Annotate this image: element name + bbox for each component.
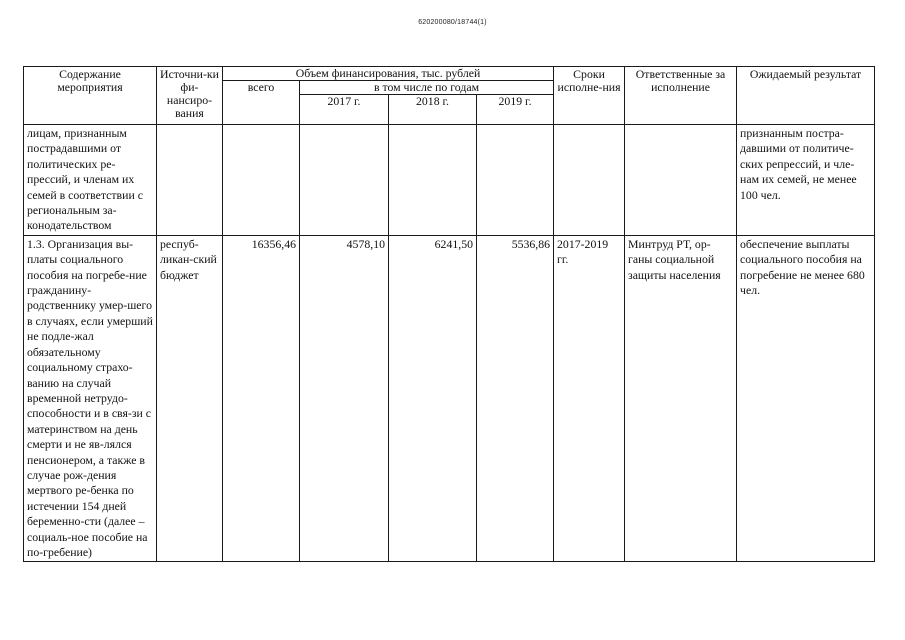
row-responsible: Минтруд РТ, ор-ганы социальной защиты населения — [625, 235, 737, 562]
row-terms — [554, 125, 625, 236]
row-source: респуб-ликан-ский бюджет — [157, 235, 223, 562]
row-expected: обеспечение выплаты социального пособия на погребение не менее 680 чел. — [737, 235, 875, 562]
table-row — [24, 125, 875, 236]
row-content: лицам, признанным пострадавшими от политических ре-прессий, и членам их семей в соответствии с региональным за-конодательством — [24, 125, 157, 236]
financing-table — [23, 66, 875, 562]
row-2017 — [300, 125, 389, 236]
header-terms: Сроки исполне-ния — [554, 67, 625, 125]
row-source — [157, 125, 223, 236]
header-total: всего — [223, 81, 300, 125]
row-total: 16356,46 — [223, 235, 300, 562]
row-total — [223, 125, 300, 236]
document-code: 620200080/18744(1) — [418, 19, 487, 26]
row-2019: 5536,86 — [477, 235, 554, 562]
table-row — [24, 235, 875, 562]
header-year-2018: 2018 г. — [389, 95, 477, 125]
header-expected: Ожидаемый результат — [737, 67, 875, 125]
row-responsible — [625, 125, 737, 236]
row-2017: 4578,10 — [300, 235, 389, 562]
header-responsible: Ответственные за исполнение — [625, 67, 737, 125]
row-2018: 6241,50 — [389, 235, 477, 562]
header-including-years: в том числе по годам — [300, 81, 554, 95]
row-2019 — [477, 125, 554, 236]
header-content: Содержание мероприятия — [24, 67, 157, 125]
header-sources: Источни-ки фи-нансиро-вания — [157, 67, 223, 125]
row-2018 — [389, 125, 477, 236]
header-row-1 — [24, 67, 875, 81]
header-year-2017: 2017 г. — [300, 95, 389, 125]
header-year-2019: 2019 г. — [477, 95, 554, 125]
header-funding: Объем финансирования, тыс. рублей — [223, 67, 554, 81]
row-content: 1.3. Организация вы-платы социального пособия на погребе-ние гражданину-родственнику умер-шего в случаях, если умерший не подле-жал обязательному социальному страхо-ванию на случай временной нетрудо-способности и в свя-зи с материнством на день смерти и не яв-лялся пенсионером, а также в случае рож-дения мертвого ре-бенка по истечении 154 дней беременно-сти (далее – социаль-ное пособие на по-гребение) — [24, 235, 157, 562]
row-expected: признанным постра-давшими от политиче-ских репрессий, и чле-нам их семей, не менее 100 чел. — [737, 125, 875, 236]
row-terms: 2017-2019 гг. — [554, 235, 625, 562]
